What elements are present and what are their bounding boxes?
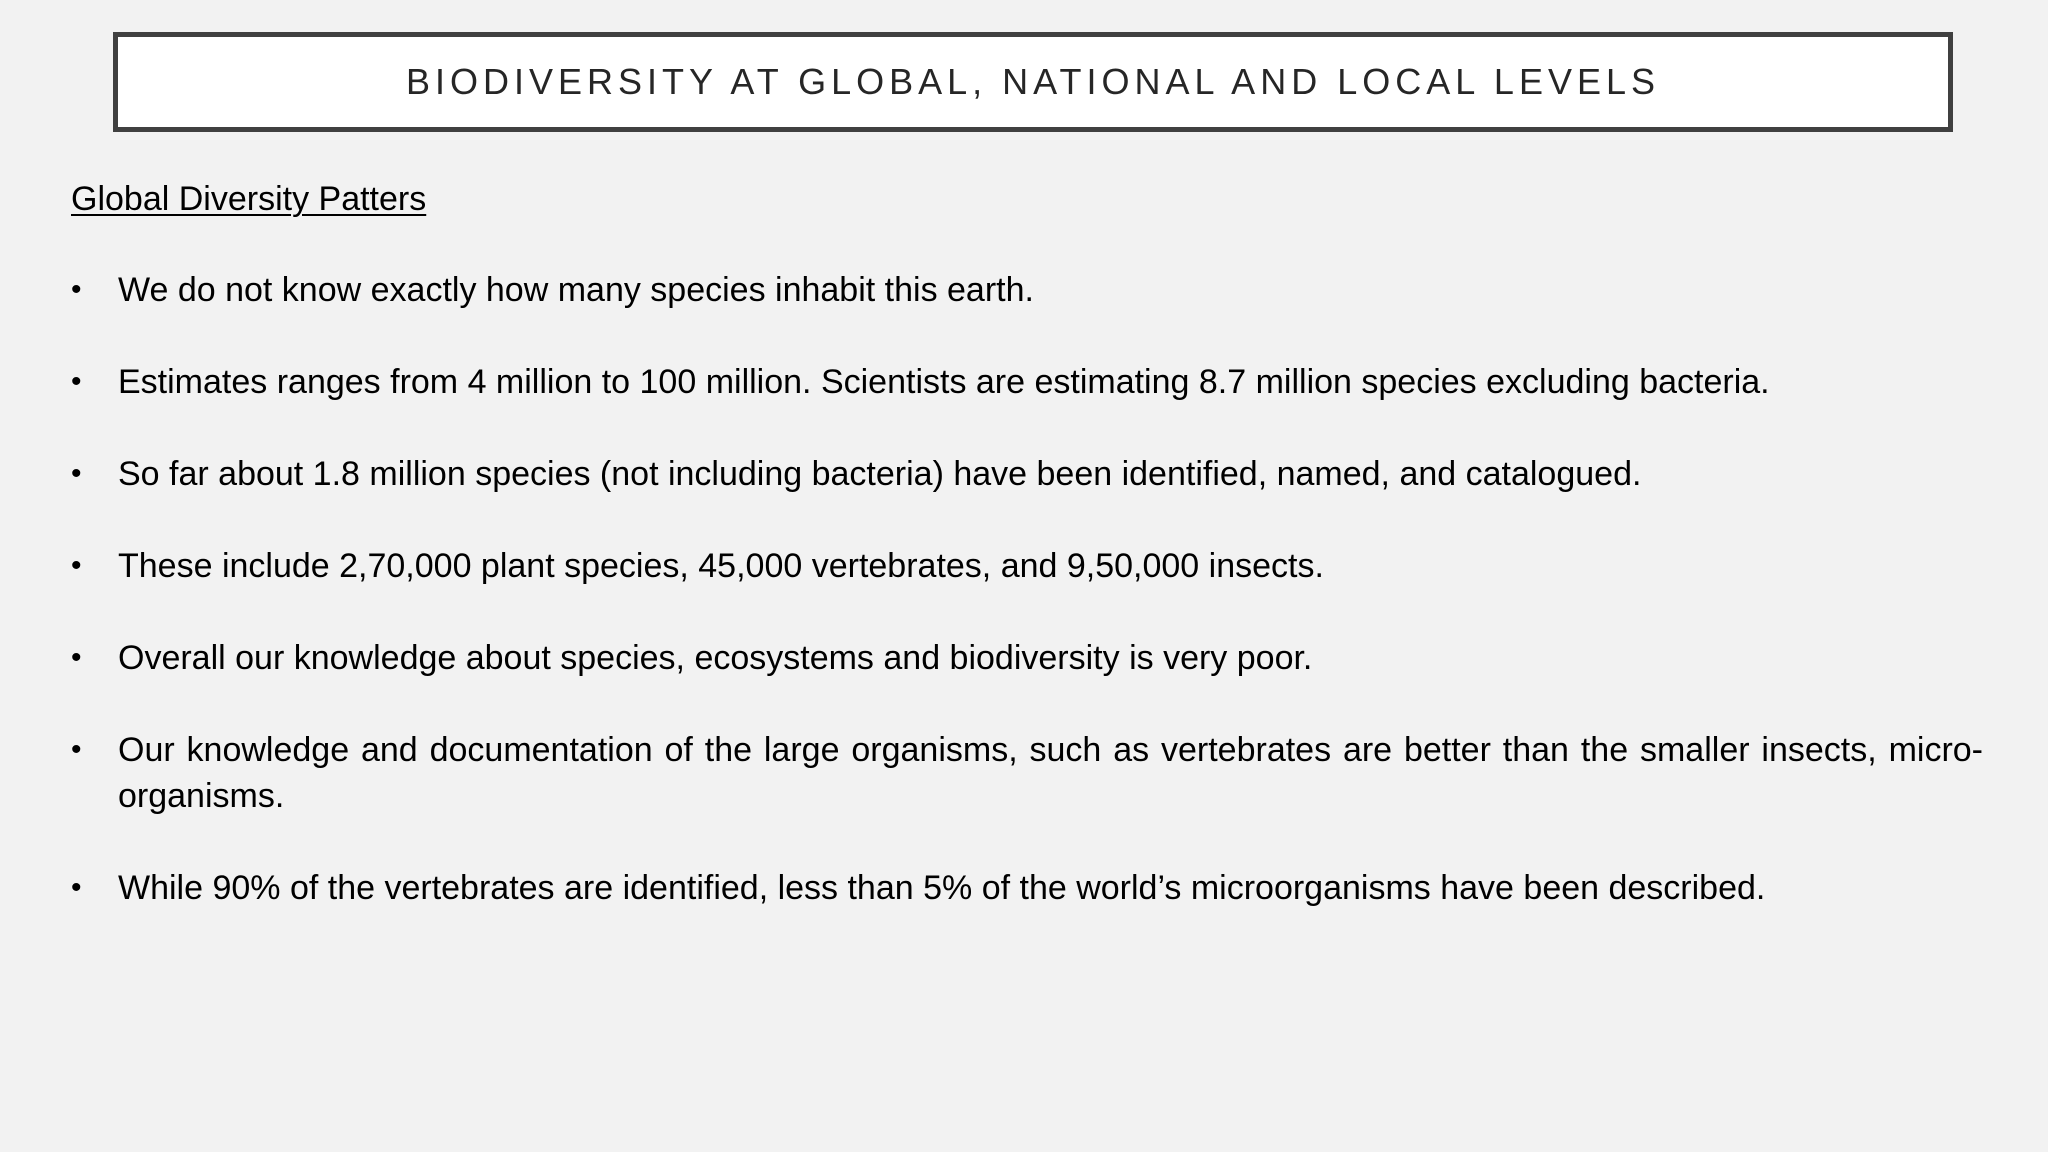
bullet-text: Estimates ranges from 4 million to 100 million. Scientists are estimating 8.7 million species excluding bacteria.: [118, 363, 1770, 401]
bullet-dot-icon: •: [71, 641, 82, 674]
bullet-text: So far about 1.8 million species (not including bacteria) have been identified, named, and catalogued.: [118, 455, 1642, 493]
bullet-text: Overall our knowledge about species, ecosystems and biodiversity is very poor.: [118, 639, 1313, 677]
title-box: [113, 32, 1953, 132]
slide-content: [71, 176, 1983, 957]
bullet-dot-icon: •: [71, 273, 82, 306]
bullet-item: [71, 451, 1983, 497]
bullet-dot-icon: •: [71, 365, 82, 398]
bullet-item: [71, 635, 1983, 681]
slide-title: BIODIVERSITY AT GLOBAL, NATIONAL AND LOCAL LEVELS: [405, 61, 1661, 102]
section-heading: Global Diversity Patters: [71, 180, 427, 218]
bullet-dot-icon: •: [71, 871, 82, 904]
bullet-text: We do not know exactly how many species inhabit this earth.: [118, 271, 1034, 309]
bullet-dot-icon: •: [71, 549, 82, 582]
bullet-text: While 90% of the vertebrates are identified, less than 5% of the world’s microorganisms have been described.: [118, 869, 1766, 907]
bullet-item: [71, 359, 1983, 405]
bullet-dot-icon: •: [71, 457, 82, 490]
bullet-text: These include 2,70,000 plant species, 45,000 vertebrates, and 9,50,000 insects.: [118, 547, 1324, 585]
bullet-text: Our knowledge and documentation of the large organisms, such as vertebrates are better than the smaller insects, micro-organisms.: [118, 731, 1983, 815]
bullet-item: [71, 267, 1983, 313]
bullet-item: [71, 543, 1983, 589]
bullet-item: [71, 727, 1983, 819]
bullet-item: [71, 865, 1983, 911]
bullet-list: [71, 267, 1983, 911]
bullet-dot-icon: •: [71, 733, 82, 766]
